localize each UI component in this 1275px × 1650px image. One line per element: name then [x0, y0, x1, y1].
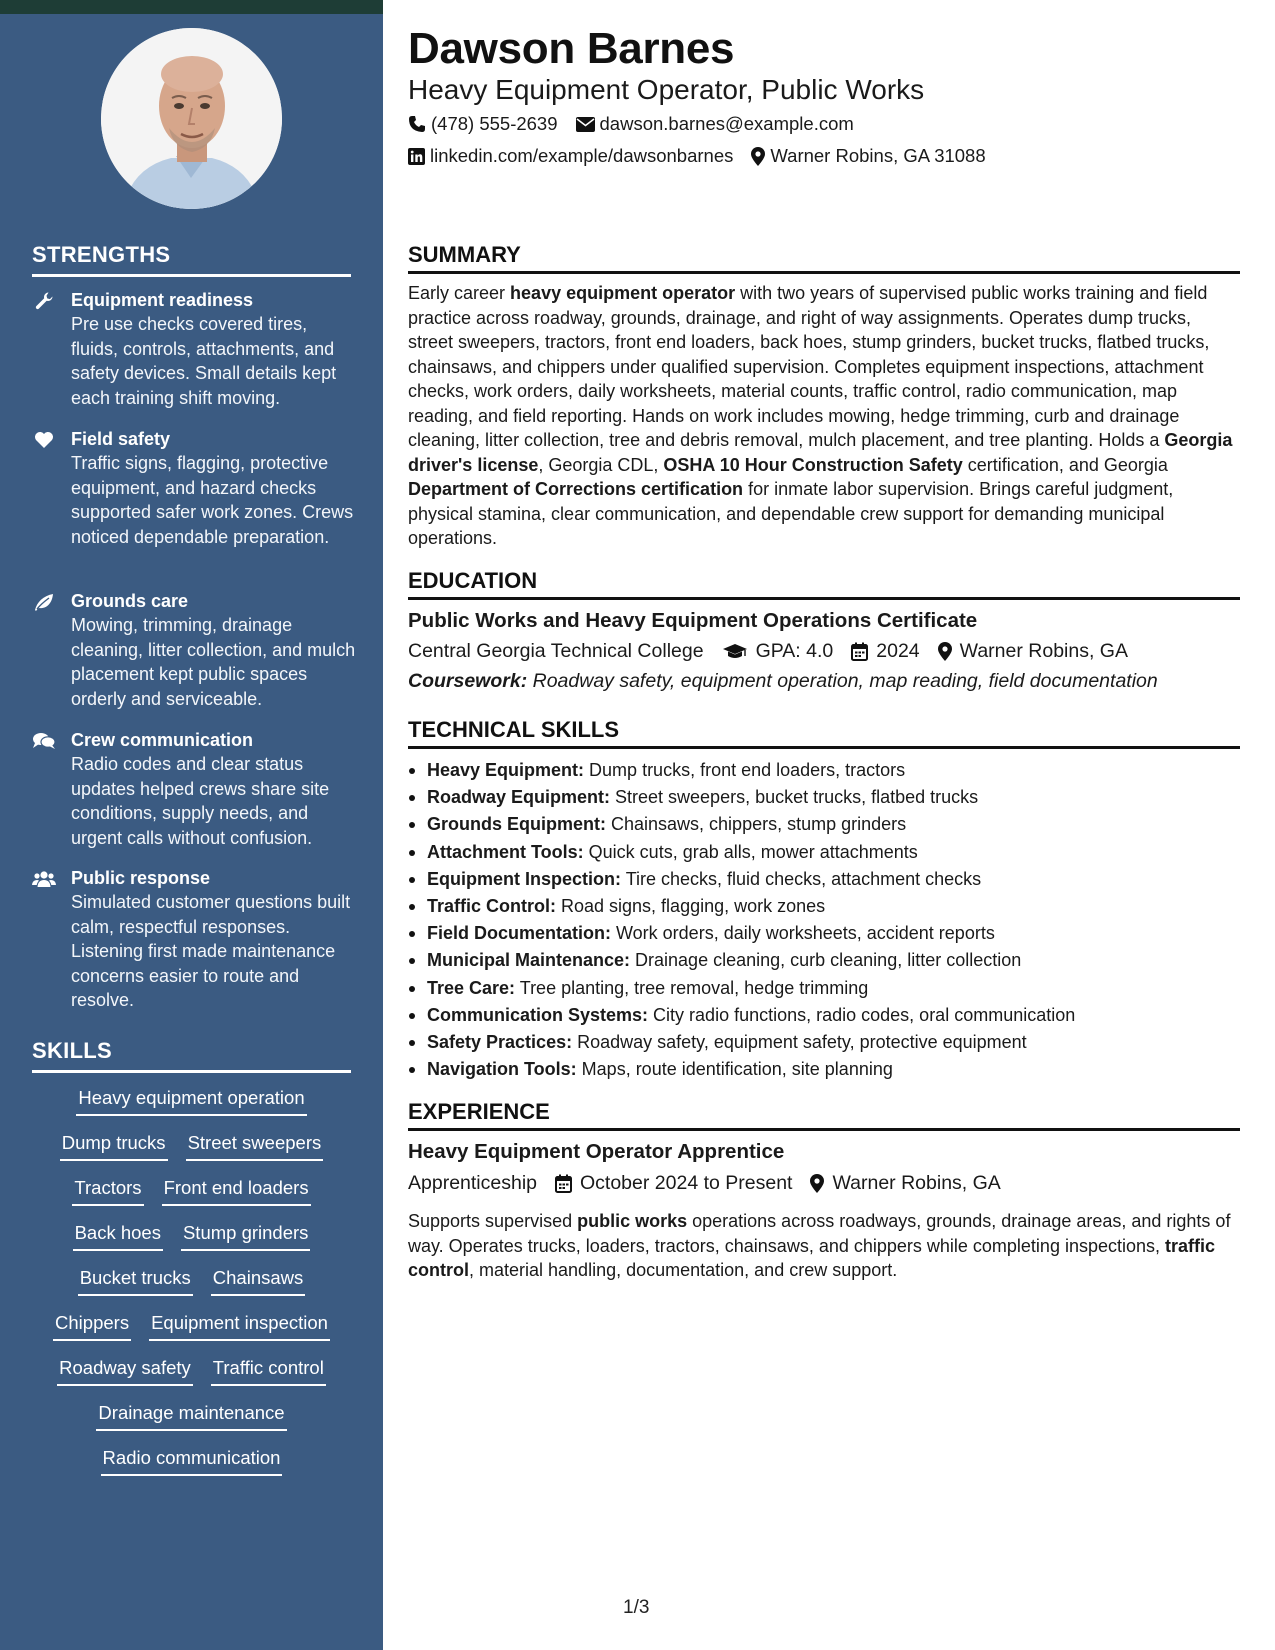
experience-meta [408, 1172, 1019, 1195]
skill-chip: Chainsaws [211, 1265, 306, 1296]
skill-chip: Chippers [53, 1310, 131, 1341]
employment-location: Warner Robins, GA [810, 1172, 1000, 1195]
skill-chip: Street sweepers [186, 1130, 324, 1161]
skill-chip: Dump trucks [60, 1130, 168, 1161]
skill-chip: Radio communication [101, 1445, 283, 1476]
phone-icon [408, 115, 426, 133]
summary-text: Early career heavy equipment operator with two years of supervised public works training and field practice across roadway, grounds, drainage, and right of way assignments. Operates dump trucks, street sweepers, tractors, front end loaders, back hoes, stump grinders, bucket trucks, flatbed trucks, chainsaws, and chippers under qualified supervision. Completes equipment inspections, attachment checks, work orders, daily worksheets, material counts, traffic control, radio communication, map reading, and field reporting. Hands on work includes mowing, hedge trimming, curb and drainage cleaning, litter collection, tree and debris removal, mulch placement, and tree planting. Holds a Georgia driver's license, Georgia CDL, OSHA 10 Hour Construction Safety certification, and Georgia Department of Corrections certification for inmate labor supervision. Brings careful judgment, physical stamina, clear communication, and dependable crew support for demanding municipal operations. [408, 283, 1233, 548]
linkedin-icon [408, 148, 425, 165]
skill-row [32, 1220, 351, 1251]
skill-chip: Equipment inspection [149, 1310, 330, 1341]
skill-row [32, 1085, 351, 1116]
gpa: GPA: 4.0 [722, 640, 834, 663]
skill-row [32, 1175, 351, 1206]
list-item: Traffic Control: Road signs, flagging, work zones [408, 893, 1240, 920]
leaf-icon [32, 591, 56, 613]
education-meta [408, 640, 1146, 663]
strength-description: Simulated customer questions built calm, respectful responses. Listening first made maintenance concerns easier to route and resolve. [71, 892, 351, 1010]
job-title: Heavy Equipment Operator, Public Works [408, 74, 925, 105]
contact-row [408, 145, 986, 167]
email-contact[interactable] [576, 113, 854, 135]
avatar [101, 28, 282, 209]
employment-type: Apprenticeship [408, 1172, 537, 1194]
comments-icon [32, 730, 56, 752]
contact-row [408, 113, 854, 135]
education-heading: EDUCATION [408, 568, 1240, 600]
list-item: Navigation Tools: Maps, route identification, site planning [408, 1056, 1240, 1083]
list-item: Safety Practices: Roadway safety, equipment safety, protective equipment [408, 1029, 1240, 1056]
skill-chip: Front end loaders [162, 1175, 311, 1206]
list-item: Attachment Tools: Quick cuts, grab alls, mower attachments [408, 839, 1240, 866]
experience-description: Supports supervised public works operations across roadways, grounds, drainage areas, and rights of way. Operates trucks, loaders, tractors, chainsaws, and chippers while completing inspections, traffic control, material handling, documentation, and crew support. [408, 1211, 1231, 1280]
location-contact [751, 145, 985, 167]
skill-row [32, 1130, 351, 1161]
candidate-name: Dawson Barnes [408, 24, 735, 73]
skill-row [32, 1265, 351, 1296]
heart-icon [32, 429, 56, 451]
strength-title: Equipment readiness [71, 290, 254, 310]
graduation-year: 2024 [851, 640, 919, 663]
list-item: Tree Care: Tree planting, tree removal, hedge trimming [408, 975, 1240, 1002]
map-pin-icon [751, 147, 765, 166]
linkedin-contact[interactable] [408, 145, 733, 167]
summary-heading: SUMMARY [408, 242, 1240, 274]
map-pin-icon [810, 1174, 824, 1193]
skill-row [32, 1400, 351, 1431]
location-text: Warner Robins, GA 31088 [770, 145, 986, 166]
wrench-icon [32, 290, 56, 312]
skill-chip: Back hoes [73, 1220, 163, 1251]
strength-title: Grounds care [71, 591, 189, 611]
technical-skills-heading: TECHNICAL SKILLS [408, 717, 1240, 749]
degree-title: Public Works and Heavy Equipment Operations Certificate [408, 609, 978, 632]
skill-row [32, 1445, 351, 1476]
strength-description: Pre use checks covered tires, fluids, controls, attachments, and safety devices. Small details kept each training shift moving. [71, 314, 337, 408]
skill-chip: Drainage maintenance [96, 1400, 286, 1431]
experience-heading: EXPERIENCE [408, 1099, 1240, 1131]
page-number: 1/3 [623, 1597, 650, 1618]
skill-row [32, 1310, 351, 1341]
avatar-portrait-image [101, 28, 282, 209]
skill-chip: Heavy equipment operation [76, 1085, 306, 1116]
linkedin-url[interactable]: linkedin.com/example/dawsonbarnes [430, 145, 734, 166]
strength-title: Crew communication [71, 730, 254, 750]
map-pin-icon [938, 642, 952, 661]
skill-chip: Bucket trucks [78, 1265, 193, 1296]
email-address[interactable]: dawson.barnes@example.com [599, 113, 854, 134]
strength-equipment-readiness [32, 288, 357, 410]
envelope-icon [576, 117, 595, 132]
job-role: Heavy Equipment Operator Apprentice [408, 1140, 785, 1163]
coursework: Coursework: Roadway safety, equipment operation, map reading, field documentation [408, 670, 1158, 692]
phone-contact [408, 113, 558, 135]
technical-skills-list [408, 757, 1240, 1083]
list-item: Equipment Inspection: Tire checks, fluid checks, attachment checks [408, 866, 1240, 893]
skill-chip: Traffic control [211, 1355, 326, 1386]
strength-title: Field safety [71, 429, 171, 449]
strength-grounds-care [32, 589, 357, 711]
strengths-heading: STRENGTHS [32, 242, 351, 277]
strength-title: Public response [71, 868, 211, 888]
calendar-icon [555, 1174, 572, 1193]
school-name: Central Georgia Technical College [408, 640, 704, 662]
list-item: Roadway Equipment: Street sweepers, bucket trucks, flatbed trucks [408, 784, 1240, 811]
strength-description: Mowing, trimming, drainage cleaning, litter collection, and mulch placement kept public spaces orderly and serviceable. [71, 615, 356, 709]
graduation-cap-icon [722, 643, 748, 661]
skill-chip: Roadway safety [57, 1355, 193, 1386]
list-item: Grounds Equipment: Chainsaws, chippers, stump grinders [408, 811, 1240, 838]
school-location: Warner Robins, GA [938, 640, 1128, 663]
employment-dates: October 2024 to Present [555, 1172, 792, 1195]
skills-heading: SKILLS [32, 1038, 351, 1073]
strength-public-response [32, 866, 357, 1013]
strength-description: Traffic signs, flagging, protective equipment, and hazard checks supported safer work zones. Crews noticed dependable preparation. [71, 453, 354, 547]
skill-chip: Stump grinders [181, 1220, 310, 1251]
list-item: Communication Systems: City radio functions, radio codes, oral communication [408, 1002, 1240, 1029]
phone-number: (478) 555-2639 [431, 113, 558, 134]
list-item: Municipal Maintenance: Drainage cleaning, curb cleaning, litter collection [408, 947, 1240, 974]
calendar-icon [851, 642, 868, 661]
skill-row [32, 1355, 351, 1386]
skill-chip: Tractors [72, 1175, 143, 1206]
strength-description: Radio codes and clear status updates helped crews share site conditions, supply needs, and urgent calls without confusion. [71, 754, 330, 848]
list-item: Field Documentation: Work orders, daily worksheets, accident reports [408, 920, 1240, 947]
strength-field-safety [32, 427, 357, 549]
list-item: Heavy Equipment: Dump trucks, front end loaders, tractors [408, 757, 1240, 784]
strength-crew-communication [32, 728, 357, 850]
users-icon [32, 868, 56, 890]
sidebar-top-bar [0, 0, 383, 14]
sidebar [0, 0, 383, 1650]
